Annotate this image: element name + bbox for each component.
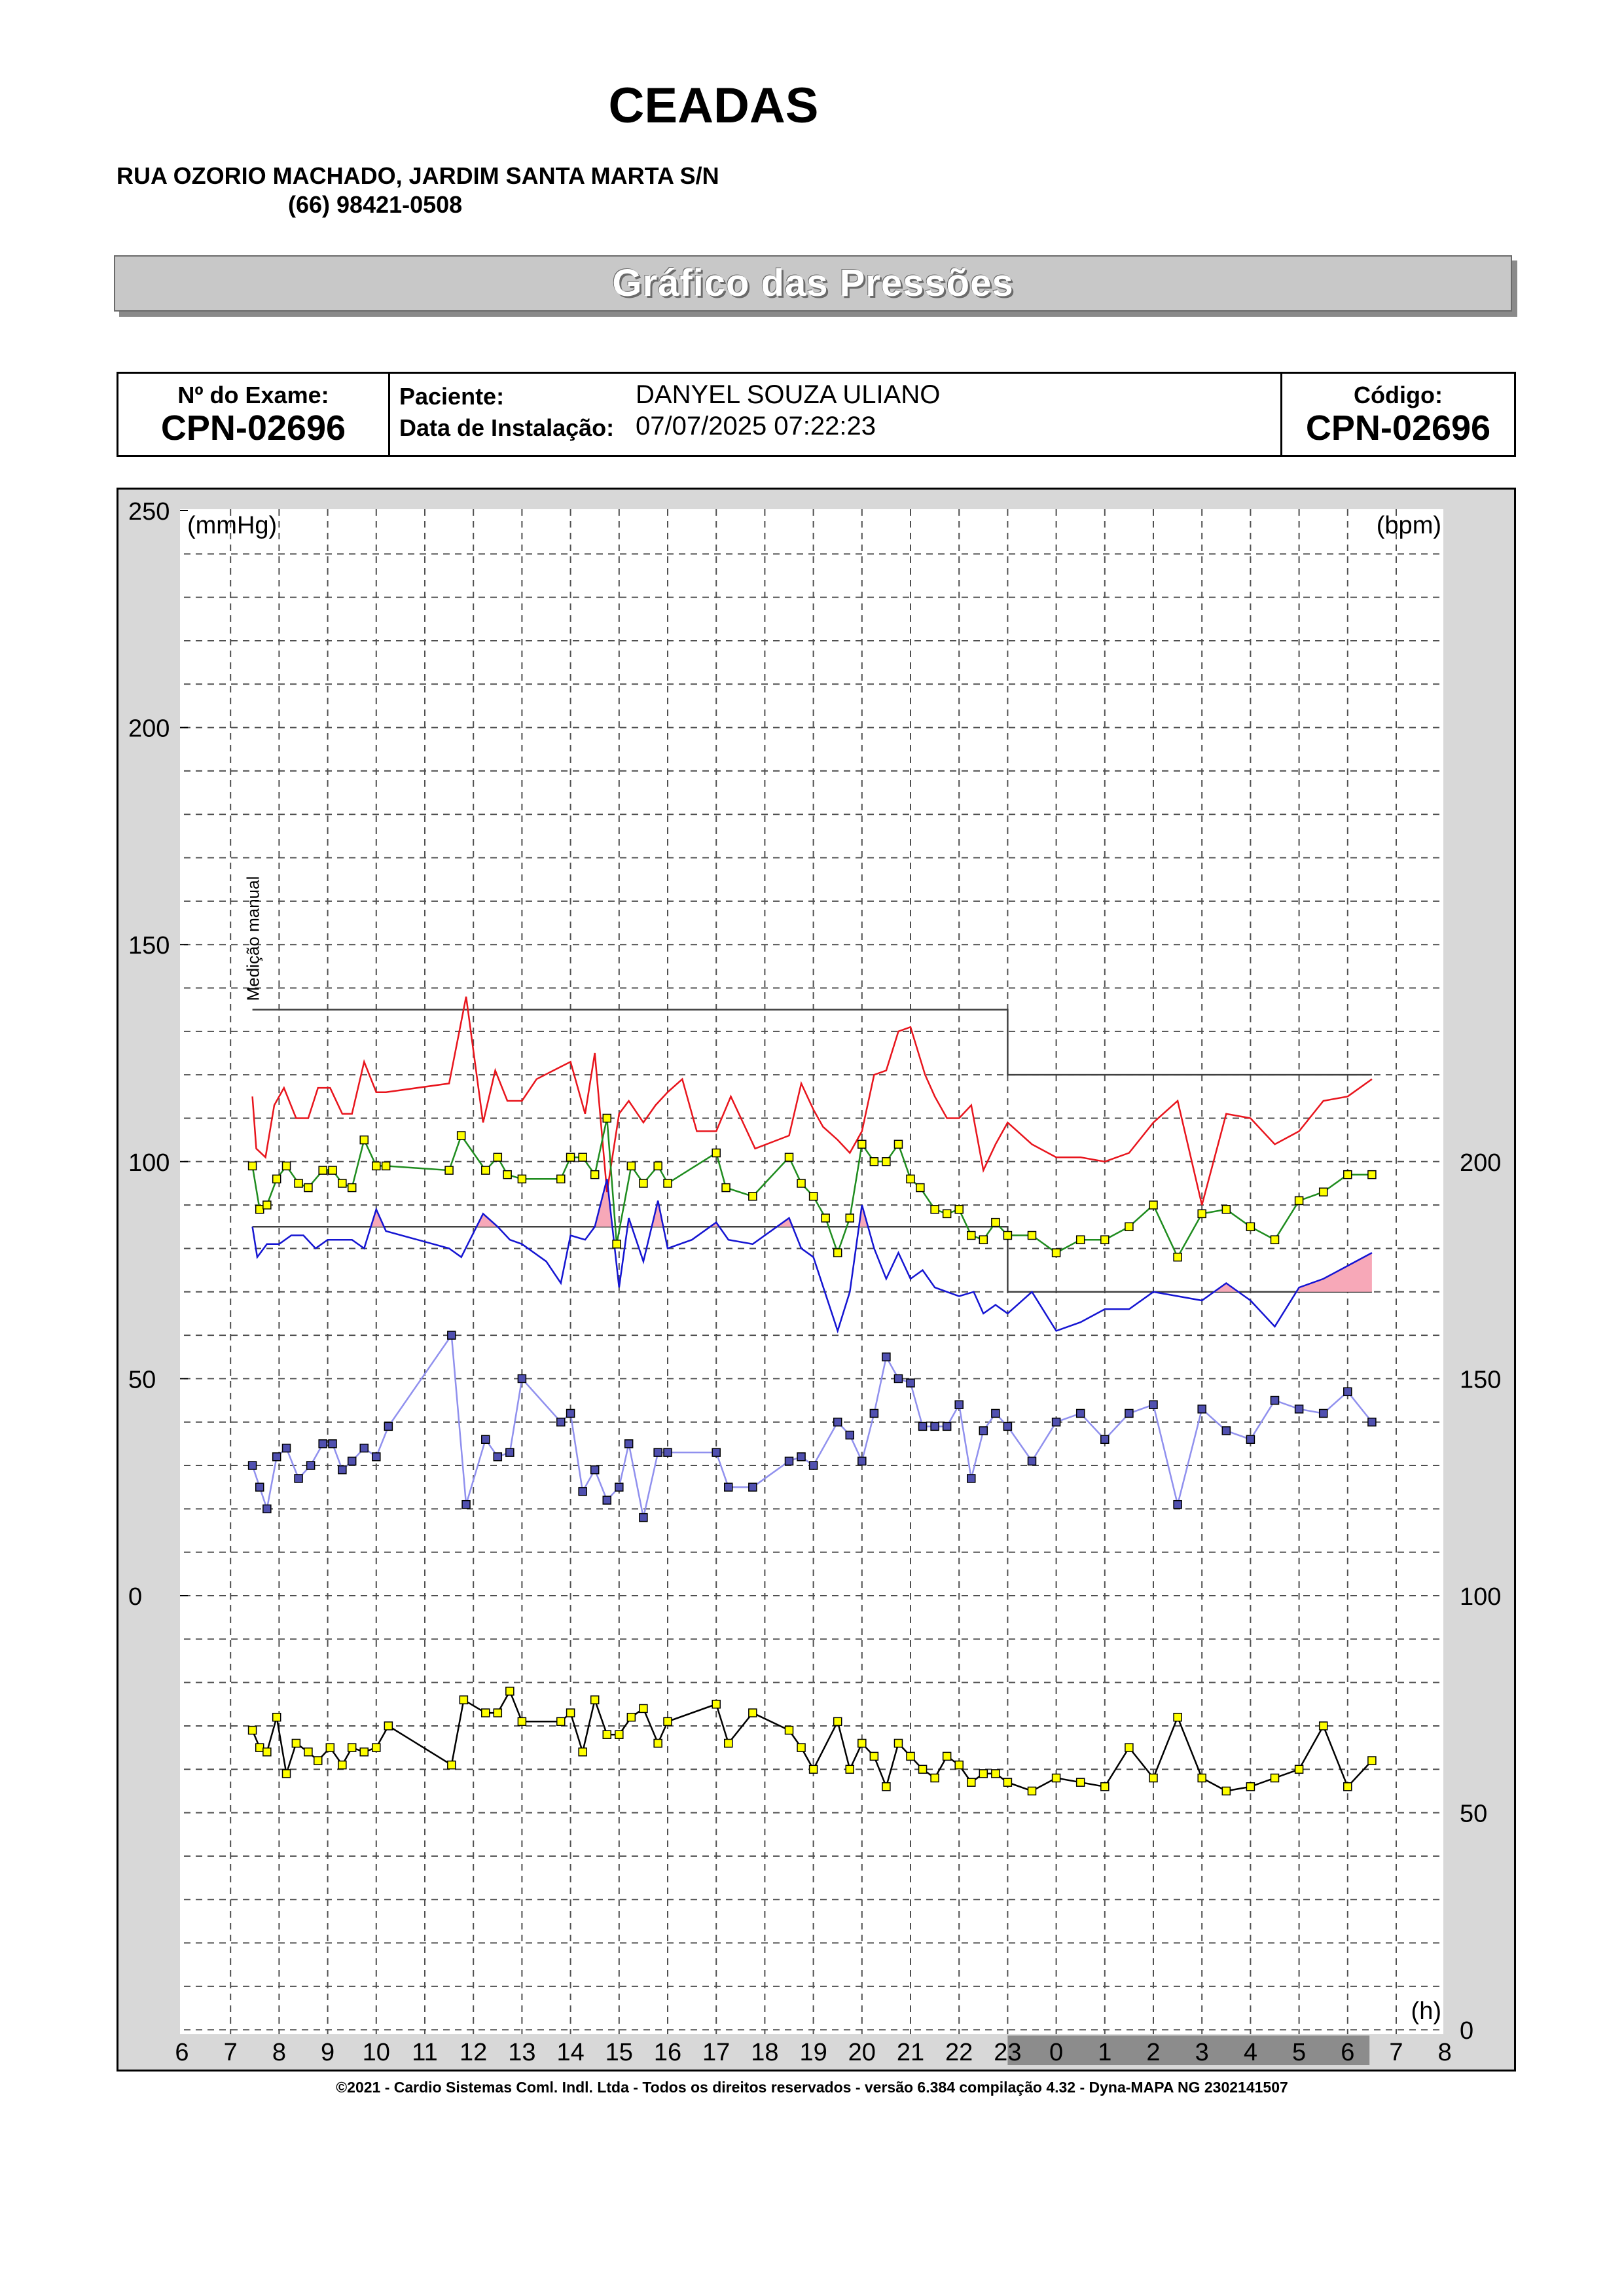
pulse_pressure-point [979, 1427, 987, 1435]
mean-point [1174, 1253, 1182, 1261]
mean-point [319, 1166, 327, 1174]
mean-point [1271, 1236, 1279, 1244]
right-tick-label: 100 [1460, 1583, 1502, 1611]
report-title-band [114, 255, 1512, 312]
mean-point [1077, 1236, 1085, 1244]
heart_rate-point [943, 1752, 951, 1760]
pulse_pressure-point [1198, 1405, 1206, 1413]
mean-point [722, 1184, 730, 1192]
mean-point [979, 1236, 987, 1244]
pulse_pressure-point [654, 1448, 662, 1456]
mean-point [870, 1158, 878, 1166]
pulse_pressure-point [494, 1453, 501, 1461]
pulse_pressure-point [506, 1448, 514, 1456]
pulse_pressure-point [931, 1422, 939, 1430]
footer-copyright: ©2021 - Cardio Sistemas Coml. Indl. Ltda - Todos os direitos reservados - versão 6.384 compilação 4.32 - Dyna-MAPA NG 2302141507 [336, 2079, 1288, 2096]
pulse_pressure-point [295, 1475, 302, 1482]
hour-axis-unit: (h) [1411, 1998, 1441, 2025]
mean-point [810, 1193, 818, 1200]
right-axis-unit: (bpm) [1376, 512, 1441, 539]
mean-point [992, 1219, 1000, 1227]
pulse_pressure-point [557, 1418, 565, 1426]
pulse_pressure-point [360, 1444, 368, 1452]
mean-point [518, 1175, 526, 1183]
install-date: 07/07/2025 07:22:23 [636, 412, 876, 440]
mean-point [894, 1140, 902, 1148]
x-tick-label: 5 [1292, 2039, 1307, 2066]
heart_rate-point [967, 1778, 975, 1786]
pulse_pressure-point [625, 1440, 633, 1448]
mean-point [1198, 1210, 1206, 1217]
pulse_pressure-point [846, 1431, 854, 1439]
heart_rate-point [979, 1770, 987, 1778]
right-tick-label: 150 [1460, 1366, 1502, 1394]
mean-point [1368, 1171, 1376, 1179]
left-tick-label: 100 [128, 1149, 170, 1177]
pulse_pressure-point [1246, 1435, 1254, 1443]
mean-point [382, 1162, 390, 1170]
pulse_pressure-point [249, 1462, 257, 1469]
heart_rate-point [326, 1744, 334, 1751]
pulse_pressure-point [785, 1457, 793, 1465]
pulse_pressure-point [1003, 1422, 1011, 1430]
heart_rate-point [664, 1717, 672, 1725]
heart_rate-point [907, 1752, 914, 1760]
mean-point [931, 1206, 939, 1213]
x-tick-label: 10 [362, 2039, 390, 2066]
exam-number-label: Nº do Exame: [177, 382, 329, 408]
x-tick-label: 3 [1195, 2039, 1209, 2066]
heart_rate-point [1246, 1783, 1254, 1791]
heart_rate-point [785, 1727, 793, 1734]
pulse_pressure-point [482, 1435, 490, 1443]
x-tick-label: 1 [1098, 2039, 1112, 2066]
heart_rate-point [1149, 1774, 1157, 1782]
left-tick-label: 250 [128, 498, 170, 526]
mean-point [1053, 1249, 1060, 1257]
pulse_pressure-point [348, 1457, 356, 1465]
heart_rate-point [292, 1739, 300, 1747]
mean-point [295, 1179, 302, 1187]
pulse_pressure-point [1125, 1409, 1133, 1417]
mean-point [1222, 1206, 1230, 1213]
right-tick-label: 0 [1460, 2017, 1474, 2045]
right-tick-label: 50 [1460, 1800, 1488, 1828]
pulse_pressure-point [283, 1444, 291, 1452]
pulse_pressure-point [273, 1453, 281, 1461]
mean-point [494, 1153, 501, 1161]
mean-point [1295, 1196, 1303, 1204]
heart_rate-point [506, 1687, 514, 1695]
heart_rate-point [314, 1757, 322, 1765]
mean-point [348, 1184, 356, 1192]
mean-point [1149, 1201, 1157, 1209]
heart_rate-point [557, 1717, 565, 1725]
mean-point [249, 1162, 257, 1170]
pulse_pressure-point [1320, 1409, 1327, 1417]
mean-point [579, 1153, 586, 1161]
pulse_pressure-point [1344, 1388, 1352, 1395]
pulse_pressure-point [894, 1374, 902, 1382]
heart_rate-point [955, 1761, 963, 1769]
left-axis-unit: (mmHg) [187, 512, 278, 539]
x-tick-label: 20 [848, 2039, 876, 2066]
mean-point [916, 1184, 924, 1192]
x-tick-label: 11 [412, 2039, 438, 2066]
x-tick-label: 12 [460, 2039, 488, 2066]
right-tick-label: 200 [1460, 1149, 1502, 1177]
code-cell [1282, 374, 1514, 455]
heart_rate-point [725, 1739, 732, 1747]
heart_rate-point [846, 1765, 854, 1773]
mean-point [329, 1166, 336, 1174]
heart_rate-point [894, 1739, 902, 1747]
mean-point [846, 1214, 854, 1222]
pulse_pressure-point [955, 1401, 963, 1408]
heart_rate-point [384, 1722, 392, 1730]
x-tick-label: 0 [1049, 2039, 1064, 2066]
heart_rate-point [931, 1774, 939, 1782]
heart_rate-point [1271, 1774, 1279, 1782]
x-tick-label: 6 [175, 2039, 189, 2066]
x-tick-label: 18 [751, 2039, 779, 2066]
mean-point [603, 1114, 611, 1122]
mean-point [967, 1232, 975, 1240]
mean-point [263, 1201, 271, 1209]
mean-point [482, 1166, 490, 1174]
x-tick-label: 17 [702, 2039, 731, 2066]
x-tick-label: 23 [994, 2039, 1022, 2066]
pulse_pressure-point [384, 1422, 392, 1430]
mean-point [955, 1206, 963, 1213]
pulse_pressure-point [834, 1418, 842, 1426]
mean-point [821, 1214, 829, 1222]
pulse_pressure-point [263, 1505, 271, 1513]
mean-point [613, 1240, 621, 1248]
heart_rate-point [338, 1761, 346, 1769]
heart_rate-point [1003, 1778, 1011, 1786]
pulse_pressure-point [567, 1409, 575, 1417]
pulse_pressure-point [372, 1453, 380, 1461]
patient-name: DANYEL SOUZA ULIANO [636, 380, 941, 409]
pressure-chart [117, 488, 1516, 2072]
patient-cell [390, 374, 1282, 455]
heart_rate-point [249, 1727, 257, 1734]
pulse_pressure-point [1101, 1435, 1109, 1443]
heart_rate-point [919, 1765, 927, 1773]
mean-point [834, 1249, 842, 1257]
x-tick-label: 8 [272, 2039, 286, 2066]
mean-point [1101, 1236, 1109, 1244]
mean-point [338, 1179, 346, 1187]
mean-point [283, 1162, 291, 1170]
mean-point [749, 1193, 757, 1200]
mean-point [1125, 1223, 1133, 1230]
mean-point [664, 1179, 672, 1187]
x-tick-label: 19 [799, 2039, 827, 2066]
heart_rate-point [360, 1748, 368, 1756]
pulse_pressure-point [712, 1448, 720, 1456]
pulse_pressure-point [448, 1331, 456, 1339]
heart_rate-point [273, 1713, 281, 1721]
clinic-phone: (66) 98421-0508 [288, 191, 463, 218]
install-date-label: Data de Instalação: [399, 414, 615, 441]
x-tick-label: 13 [508, 2039, 536, 2066]
pulse_pressure-point [810, 1462, 818, 1469]
heart_rate-point [654, 1739, 662, 1747]
pulse_pressure-point [1174, 1501, 1182, 1509]
pulse_pressure-point [319, 1440, 327, 1448]
mean-point [256, 1206, 264, 1213]
mean-point [882, 1158, 890, 1166]
pulse_pressure-point [1053, 1418, 1060, 1426]
left-tick-label: 200 [128, 715, 170, 743]
mean-point [503, 1171, 511, 1179]
heart_rate-point [858, 1739, 866, 1747]
heart_rate-point [1053, 1774, 1060, 1782]
pulse_pressure-point [725, 1483, 732, 1491]
heart_rate-point [992, 1770, 1000, 1778]
pulse_pressure-point [664, 1448, 672, 1456]
mean-point [640, 1179, 647, 1187]
pulse_pressure-point [797, 1453, 805, 1461]
x-tick-label: 6 [1341, 2039, 1355, 2066]
heart_rate-point [1174, 1713, 1182, 1721]
heart_rate-point [603, 1731, 611, 1738]
heart_rate-point [304, 1748, 312, 1756]
heart_rate-point [797, 1744, 805, 1751]
x-tick-label: 16 [653, 2039, 682, 2066]
x-tick-label: 14 [556, 2039, 585, 2066]
mean-point [1246, 1223, 1254, 1230]
pulse_pressure-point [603, 1496, 611, 1504]
heart_rate-point [1222, 1787, 1230, 1795]
pulse_pressure-point [967, 1475, 975, 1482]
pulse_pressure-point [992, 1409, 1000, 1417]
heart_rate-point [810, 1765, 818, 1773]
heart_rate-point [372, 1744, 380, 1751]
mean-point [372, 1162, 380, 1170]
heart_rate-point [640, 1704, 647, 1712]
exam-info-box [117, 372, 1516, 457]
pulse_pressure-point [329, 1440, 336, 1448]
pulse_pressure-point [591, 1466, 599, 1474]
pulse_pressure-point [615, 1483, 623, 1491]
heart_rate-point [1368, 1757, 1376, 1765]
pulse_pressure-point [907, 1379, 914, 1387]
heart_rate-point [460, 1696, 467, 1704]
pulse_pressure-point [882, 1353, 890, 1361]
mean-point [858, 1140, 866, 1148]
heart_rate-point [1077, 1778, 1085, 1786]
pulse_pressure-point [1077, 1409, 1085, 1417]
exam-number: CPN-02696 [160, 408, 346, 448]
x-tick-label: 7 [223, 2039, 238, 2066]
plot-area [180, 509, 1443, 2034]
heart_rate-point [283, 1770, 291, 1778]
pulse_pressure-point [462, 1501, 470, 1509]
mean-point [654, 1162, 662, 1170]
pulse_pressure-point [518, 1374, 526, 1382]
heart_rate-point [567, 1709, 575, 1717]
clinic-address: RUA OZORIO MACHADO, JARDIM SANTA MARTA S/N [117, 162, 719, 189]
mean-point [557, 1175, 565, 1183]
report-title: Gráfico das Pressões [612, 262, 1014, 304]
x-tick-label: 8 [1437, 2039, 1452, 2066]
x-tick-label: 9 [321, 2039, 335, 2066]
heart_rate-point [749, 1709, 757, 1717]
pulse_pressure-point [640, 1514, 647, 1522]
mean-point [1028, 1232, 1036, 1240]
heart_rate-point [494, 1709, 501, 1717]
pulse_pressure-point [870, 1409, 878, 1417]
mean-point [1320, 1188, 1327, 1196]
heart_rate-point [712, 1700, 720, 1708]
pulse_pressure-point [1271, 1397, 1279, 1405]
mean-point [458, 1132, 465, 1139]
pulse_pressure-point [749, 1483, 757, 1491]
pulse_pressure-point [256, 1483, 264, 1491]
pulse_pressure-point [338, 1466, 346, 1474]
exam-number-cell [118, 374, 390, 455]
mean-point [591, 1171, 599, 1179]
heart_rate-point [518, 1717, 526, 1725]
x-tick-label: 2 [1146, 2039, 1161, 2066]
mean-point [785, 1153, 793, 1161]
heart_rate-point [1028, 1787, 1036, 1795]
heart_rate-point [1101, 1783, 1109, 1791]
heart_rate-point [256, 1744, 264, 1751]
left-tick-label: 0 [128, 1583, 143, 1611]
mean-point [1003, 1232, 1011, 1240]
pulse_pressure-point [943, 1422, 951, 1430]
pulse_pressure-point [1028, 1457, 1036, 1465]
x-tick-label: 15 [605, 2039, 633, 2066]
heart_rate-point [834, 1717, 842, 1725]
code-label: Código: [1354, 382, 1443, 408]
heart_rate-point [448, 1761, 456, 1769]
pulse_pressure-point [579, 1488, 586, 1496]
heart_rate-point [1125, 1744, 1133, 1751]
clinic-name: CEADAS [608, 78, 819, 134]
heart_rate-point [615, 1731, 623, 1738]
code-value: CPN-02696 [1305, 408, 1491, 448]
heart_rate-point [627, 1713, 635, 1721]
x-tick-label: 21 [896, 2039, 925, 2066]
left-tick-label: 50 [128, 1366, 156, 1394]
left-tick-label: 150 [128, 932, 170, 960]
heart_rate-point [1295, 1765, 1303, 1773]
heart_rate-point [1320, 1722, 1327, 1730]
x-tick-label: 22 [945, 2039, 973, 2066]
mean-point [567, 1153, 575, 1161]
pulse_pressure-point [1149, 1401, 1157, 1408]
pulse_pressure-point [1368, 1418, 1376, 1426]
mean-point [360, 1136, 368, 1144]
pulse_pressure-point [858, 1457, 866, 1465]
pulse_pressure-point [1295, 1405, 1303, 1413]
heart_rate-point [579, 1748, 586, 1756]
heart_rate-point [348, 1744, 356, 1751]
heart_rate-point [882, 1783, 890, 1791]
heart_rate-point [870, 1752, 878, 1760]
mean-point [273, 1175, 281, 1183]
pulse_pressure-point [919, 1422, 927, 1430]
mean-point [1344, 1171, 1352, 1179]
x-tick-label: 7 [1389, 2039, 1403, 2066]
mean-point [797, 1179, 805, 1187]
manual-measurement-label: Medição manual [243, 876, 263, 1001]
heart_rate-point [591, 1696, 599, 1704]
x-tick-label: 4 [1243, 2039, 1257, 2066]
heart_rate-point [1344, 1783, 1352, 1791]
pulse_pressure-point [307, 1462, 315, 1469]
mean-point [943, 1210, 951, 1217]
pulse_pressure-point [1222, 1427, 1230, 1435]
patient-label: Paciente: [399, 383, 505, 410]
mean-point [712, 1149, 720, 1157]
heart_rate-point [1198, 1774, 1206, 1782]
mean-point [627, 1162, 635, 1170]
mean-point [907, 1175, 914, 1183]
heart_rate-point [482, 1709, 490, 1717]
mean-point [304, 1184, 312, 1192]
mean-point [445, 1166, 453, 1174]
heart_rate-point [263, 1748, 271, 1756]
